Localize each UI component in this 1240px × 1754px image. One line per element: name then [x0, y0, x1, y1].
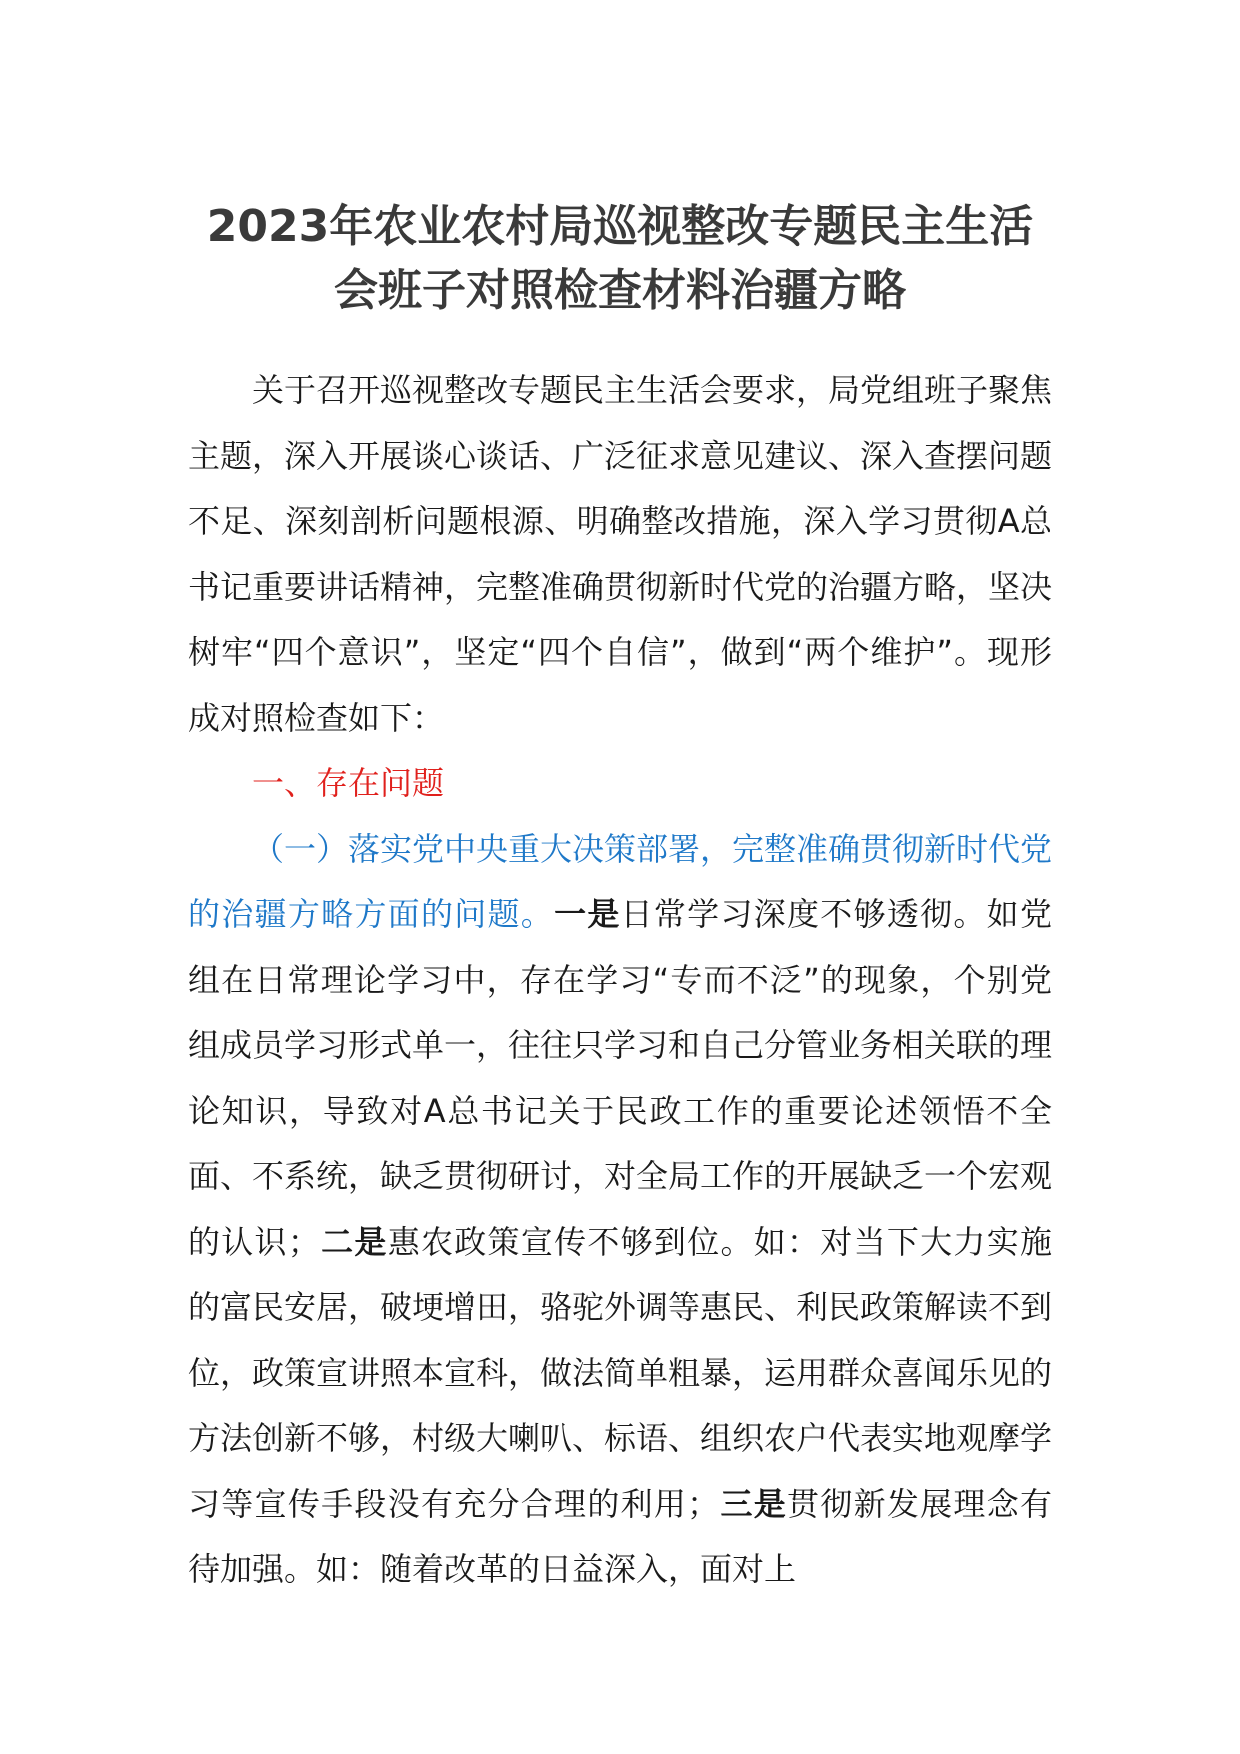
document-body: [188, 358, 1052, 1603]
intro-paragraph: 关于召开巡视整改专题民主生活会要求，局党组班子聚焦主题，深入开展谈心谈话、广泛征求意见建议、深入查摆问题不足、深刻剖析问题根源、明确整改措施，深入学习贯彻A总书记重要讲话精神，完整准确贯彻新时代党的治疆方略，坚决树牢“四个意识”，坚定“四个自信”，做到“两个维护”。现形成对照检查如下：: [188, 371, 1053, 737]
subsection-paragraph-1: [188, 817, 1052, 1603]
point-3-text: 贯彻新发展理念有待加强。如：随着改革的日益深入，面对上: [188, 1484, 1052, 1588]
point-1-label: 一是: [554, 895, 621, 933]
subsection-heading-1: （一）落实党中央重大决策部署，完整准确贯彻新时代党的治疆方略方面的问题。: [188, 829, 1053, 933]
title-line-2: 会班子对照检查材料治疆方略: [334, 265, 906, 316]
point-1-text: 日常学习深度不够透彻。如党组在日常理论学习中，存在学习“专而不泛”的现象，个别党组成员学习形式单一，往往只学习和自己分管业务相关联的理论知识，导致对A总书记关于民政工作的重要论述领悟不全面、不系统，缺乏贯彻研讨，对全局工作的开展缺乏一个宏观的认识；: [188, 895, 1053, 1261]
point-2-text: 惠农政策宣传不够到位。如：对当下大力实施的富民安居，破埂增田，骆驼外调等惠民、利民政策解读不到位，政策宣讲照本宣科，做法简单粗暴，运用群众喜闻乐见的方法创新不够，村级大喇叭、标语、组织农户代表实地观摩学习等宣传手段没有充分合理的利用；: [188, 1222, 1053, 1523]
point-2-label: 二是: [319, 1222, 388, 1261]
title-line-1: 2023年农业农村局巡视整改专题民主生活: [206, 201, 1034, 252]
point-3-label: 三是: [719, 1484, 788, 1523]
document-title: [188, 195, 1052, 323]
section-heading-problems: 一、存在问题: [252, 764, 445, 802]
